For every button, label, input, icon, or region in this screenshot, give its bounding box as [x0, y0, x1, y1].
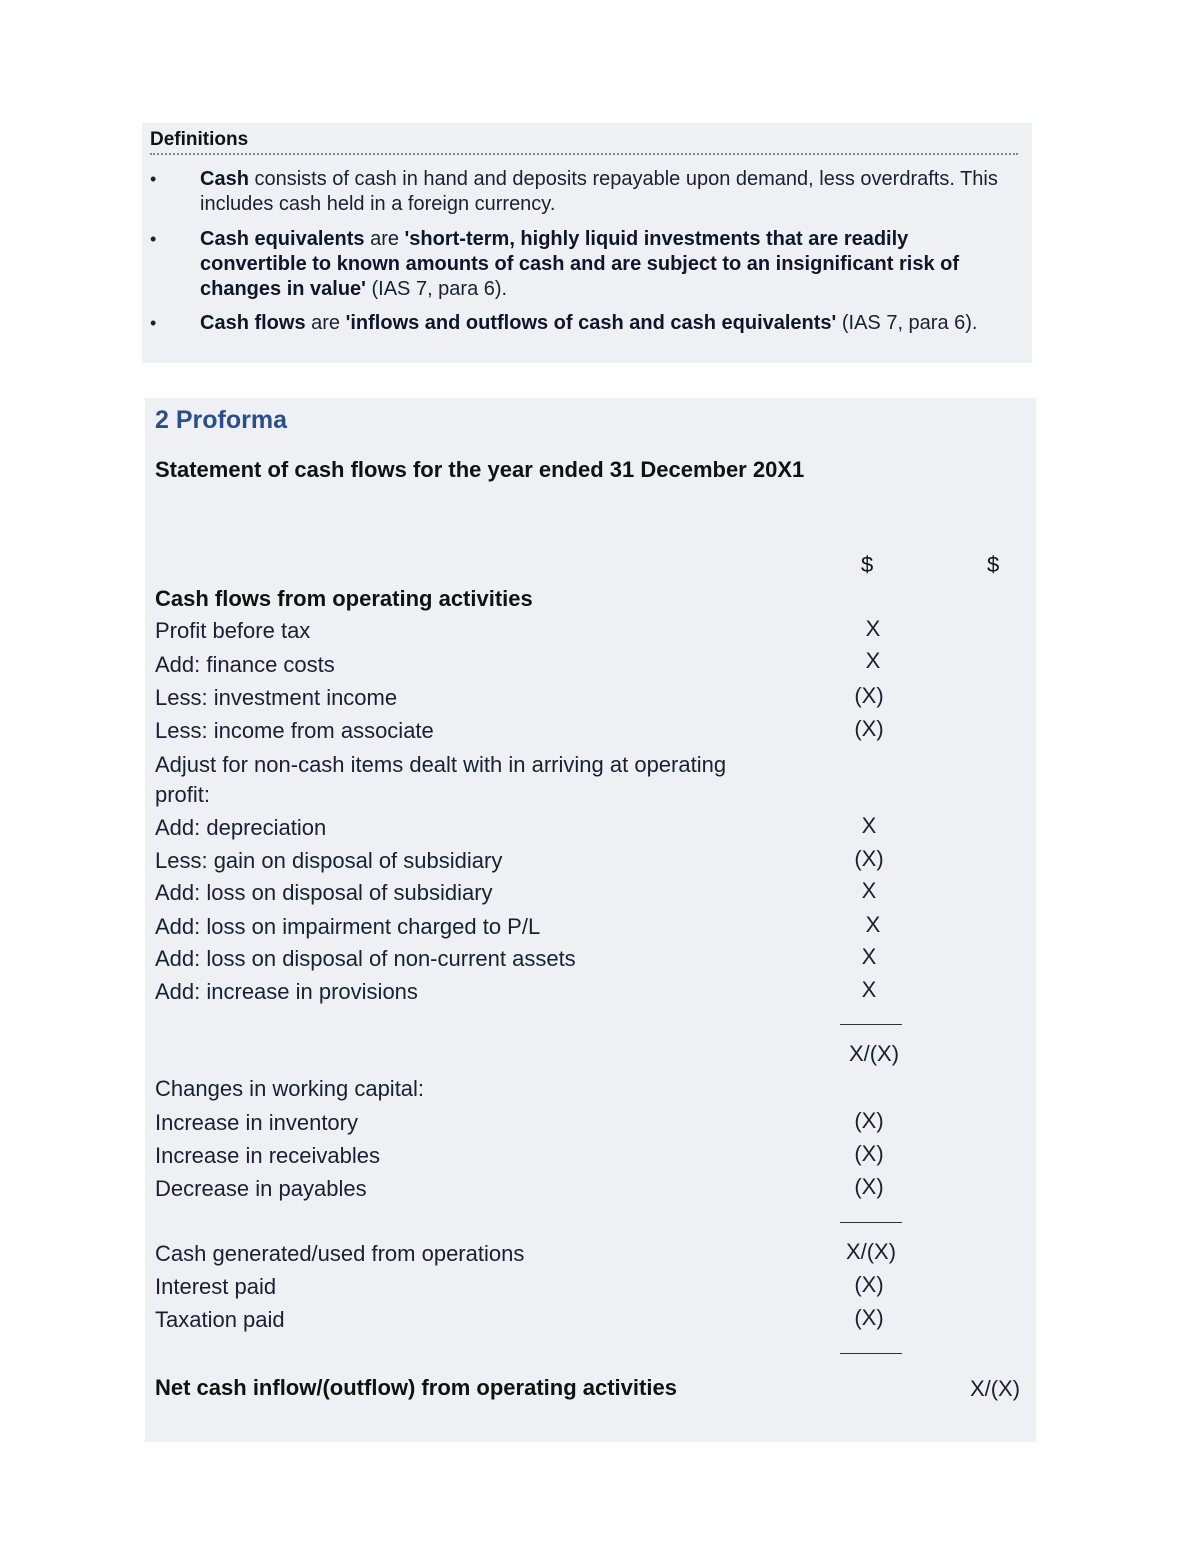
- row-label: Less: income from associate: [155, 718, 434, 743]
- definition-reference: (IAS 7, para 6).: [365, 278, 508, 300]
- row-label: Add: loss on disposal of subsidiary: [155, 880, 493, 905]
- subtotal-rule: [840, 1024, 902, 1025]
- row-value: X: [861, 878, 877, 903]
- row-label: Cash generated/used from operations: [155, 1241, 525, 1266]
- definition-text: are: [364, 228, 405, 250]
- bullet-icon: •: [150, 229, 157, 249]
- row-value: X: [861, 944, 877, 969]
- definitions-box: [142, 123, 1032, 363]
- definition-text: consists of cash in hand and deposits repayable upon demand, less overdrafts. This includes cash held in a foreign currency.: [200, 168, 998, 215]
- row-label: Add: increase in provisions: [155, 979, 418, 1004]
- definition-cash: [200, 167, 1010, 217]
- row-label: Add: depreciation: [155, 815, 327, 840]
- definition-term: Cash flows: [200, 312, 306, 334]
- definition-term: Cash: [200, 168, 249, 190]
- row-label: Interest paid: [155, 1274, 277, 1299]
- definition-term: Cash equivalents: [200, 228, 365, 250]
- row-label: Add: loss on disposal of non-current assets: [155, 946, 576, 971]
- row-value: (X): [854, 1272, 884, 1297]
- definition-quote: 'inflows and outflows of cash and cash equivalents': [345, 312, 837, 334]
- proforma-box: [145, 398, 1036, 1442]
- row-label: Less: investment income: [155, 685, 398, 710]
- row-value: X: [861, 977, 877, 1002]
- row-label: Add: loss on impairment charged to P/L: [155, 914, 541, 939]
- row-label: Decrease in payables: [155, 1176, 367, 1201]
- bullet-icon: •: [150, 313, 157, 333]
- row-label: Less: gain on disposal of subsidiary: [155, 848, 503, 873]
- row-value: (X): [854, 1174, 884, 1199]
- row-value: X: [861, 813, 877, 838]
- row-value: X/(X): [845, 1239, 897, 1264]
- statement-title: Statement of cash flows for the year ended 31 December 20X1: [155, 457, 805, 482]
- section-operating-heading: Cash flows from operating activities: [155, 586, 533, 611]
- definition-text: are: [305, 312, 346, 334]
- subtotal-rule: [840, 1222, 902, 1223]
- column-header-2: $: [987, 552, 1000, 577]
- bullet-icon: •: [150, 169, 157, 189]
- row-label: Taxation paid: [155, 1307, 285, 1332]
- row-label: Add: finance costs: [155, 652, 335, 677]
- row-value: (X): [854, 1141, 884, 1166]
- row-label: Increase in inventory: [155, 1110, 358, 1135]
- proforma-heading: 2 Proforma: [155, 406, 287, 434]
- subtotal-rule: [840, 1353, 902, 1354]
- definition-quote: 'short-term, highly liquid investments that are readily convertible to known amounts of cash and are subject to an insignificant risk of changes in value': [200, 228, 960, 300]
- row-value: X: [865, 648, 881, 673]
- row-value: X: [865, 912, 881, 937]
- row-label: Profit before tax: [155, 618, 311, 643]
- column-header-1: $: [861, 552, 874, 577]
- definitions-title: Definitions: [150, 129, 1018, 155]
- working-capital-heading: Changes in working capital:: [155, 1076, 425, 1101]
- row-value: (X): [854, 716, 884, 741]
- row-value: X: [865, 616, 881, 641]
- definition-reference: (IAS 7, para 6).: [836, 312, 978, 334]
- net-operating-value: X/(X): [969, 1376, 1021, 1401]
- row-label: Increase in receivables: [155, 1143, 381, 1168]
- row-value: (X): [854, 1305, 884, 1330]
- row-value: (X): [854, 1108, 884, 1133]
- net-operating-label: Net cash inflow/(outflow) from operating activities: [155, 1375, 677, 1400]
- row-label: Adjust for non-cash items dealt with in arriving at operating profit:: [155, 752, 727, 807]
- definition-cash-flows: [200, 311, 1010, 336]
- definition-cash-equivalents: [200, 227, 1010, 302]
- row-value: (X): [854, 683, 884, 708]
- row-value: (X): [854, 846, 884, 871]
- subtotal-value: X/(X): [848, 1041, 900, 1066]
